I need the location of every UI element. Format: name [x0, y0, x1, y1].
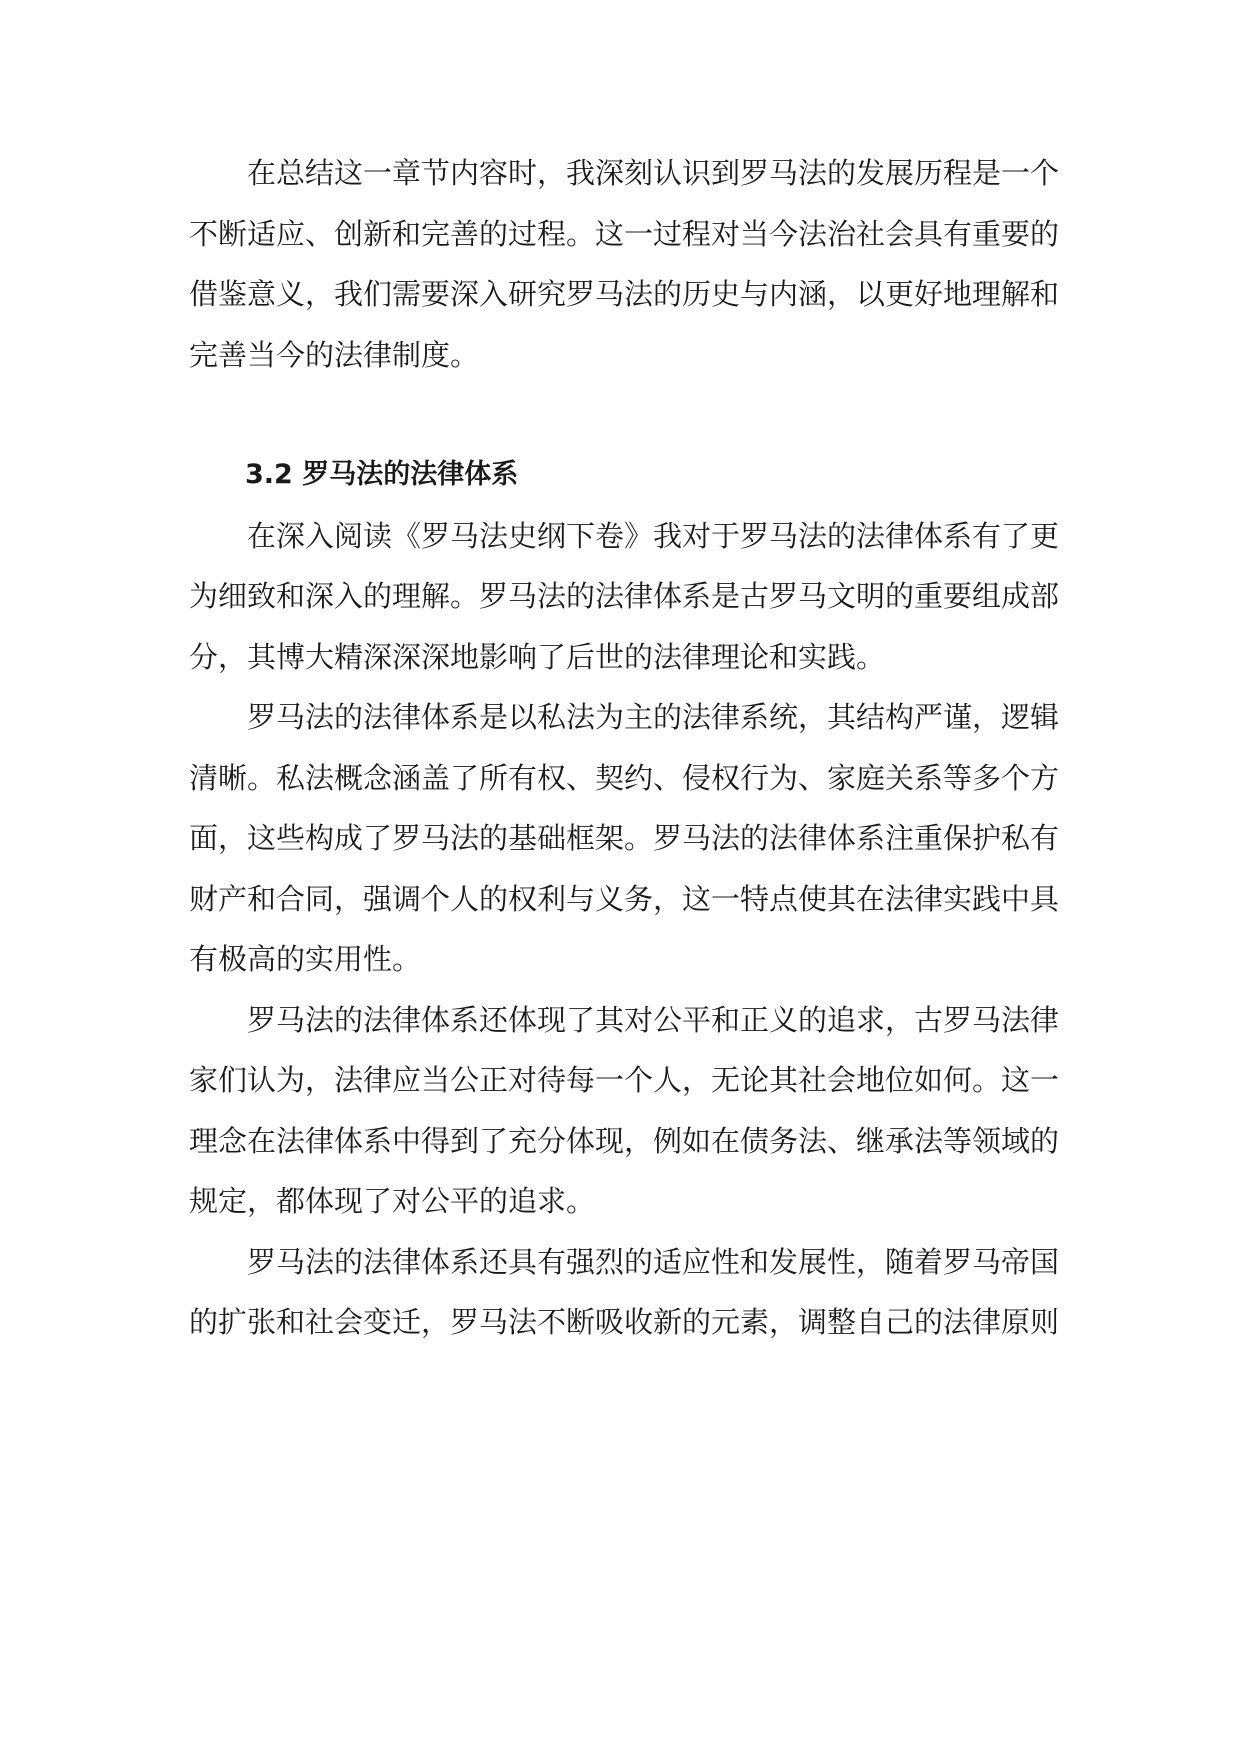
- paragraph: 罗马法的法律体系还体现了其对公平和正义的追求，古罗马法律家们认为，法律应当公正对待每一个人，无论其社会地位如何。这一理念在法律体系中得到了充分体现，例如在债务法、继承法等领域的规定，都体现了对公平的追求。: [189, 1002, 1060, 1218]
- paragraph: 在深入阅读《罗马法史纲下卷》我对于罗马法的法律体系有了更为细致和深入的理解。罗马法的法律体系是古罗马文明的重要组成部分，其博大精深深深地影响了后世的法律理论和实践。: [189, 518, 1060, 674]
- paragraph: 罗马法的法律体系是以私法为主的法律系统，其结构严谨，逻辑清晰。私法概念涵盖了所有权、契约、侵权行为、家庭关系等多个方面，这些构成了罗马法的基础框架。罗马法的法律体系注重保护私有财产和合同，强调个人的权利与义务，这一特点使其在法律实践中具有极高的实用性。: [189, 700, 1060, 976]
- paragraph-summary: 在总结这一章节内容时，我深刻认识到罗马法的发展历程是一个不断适应、创新和完善的过程。这一过程对当今法治社会具有重要的借鉴意义，我们需要深入研究罗马法的历史与内涵，以更好地理解和完善当今的法律制度。: [189, 156, 1060, 372]
- section-heading: 3.2 罗马法的法律体系: [245, 459, 519, 490]
- document-body: [189, 143, 1059, 1353]
- paragraph: 罗马法的法律体系还具有强烈的适应性和发展性，随着罗马帝国的扩张和社会变迁，罗马法不断吸收新的元素，调整自己的法律原则: [189, 1244, 1060, 1339]
